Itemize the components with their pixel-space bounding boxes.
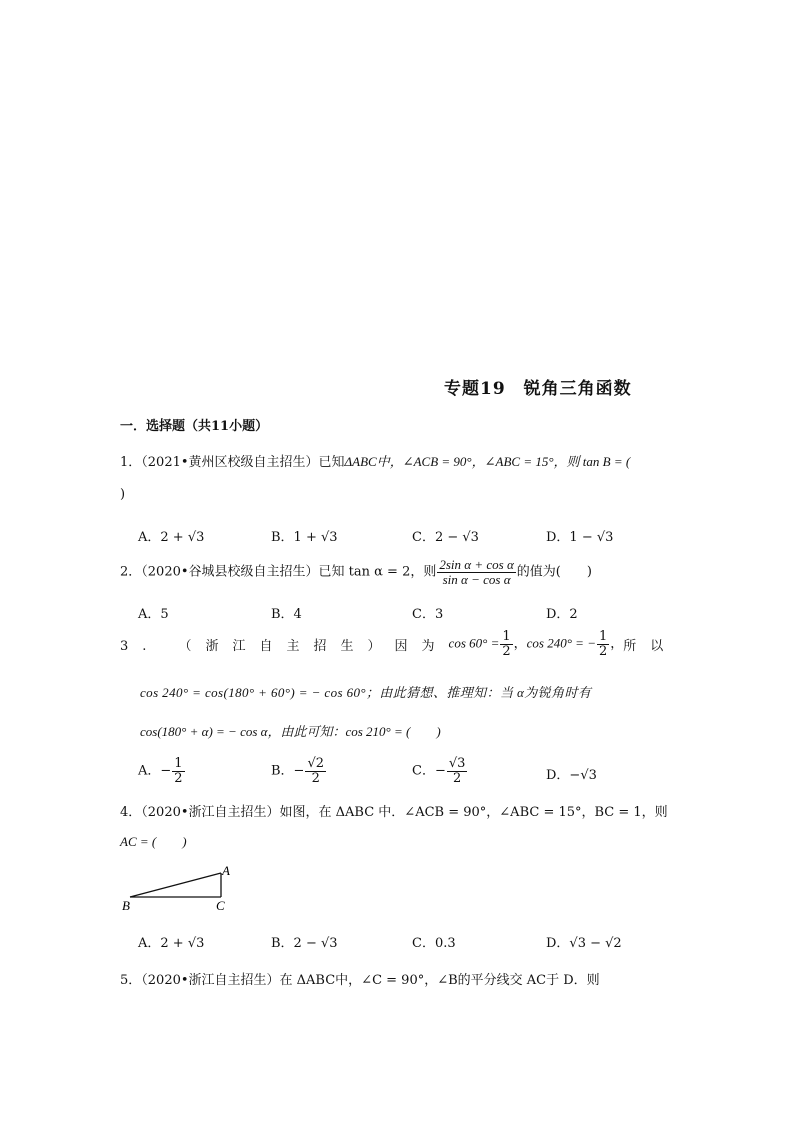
question-2-prefix: 2．（2020•谷城县校级自主招生）已知 tan α = 2，则: [120, 564, 437, 580]
question-5-line-1: 5．（2020•浙江自主招生）在 ΔABC中，∠C = 90°，∠B的平分线交 AC于 D．则: [120, 973, 600, 988]
question-3-half-den: 2: [502, 643, 511, 659]
question-3-option-c-label: C．−: [412, 763, 446, 779]
question-3-cos60-label: cos 60° =: [448, 635, 500, 651]
question-3-option-b[interactable]: [271, 757, 327, 785]
question-1-option-b[interactable]: B．1 + √3: [271, 530, 338, 545]
question-1-formula: ΔABC中，∠ACB = 90°，∠ABC = 15°，则 tan B = (: [344, 454, 631, 469]
question-3-option-c-num: √3: [448, 756, 466, 771]
question-3-option-a[interactable]: [138, 757, 186, 785]
question-4-line-2: AC = ( ): [120, 834, 187, 849]
question-3-option-b-fraction: [305, 757, 326, 785]
question-3-neg-half-den: 2: [598, 643, 608, 659]
triangle-side-ab: [130, 873, 221, 897]
question-3-option-a-num: 1: [174, 756, 183, 771]
question-4-option-c[interactable]: C．0.3: [412, 936, 456, 951]
question-3-cos60: cos 60° = $\frac{1}{2}$ ，: [448, 629, 527, 659]
question-3-option-c-fraction: [447, 757, 468, 785]
question-1-option-d[interactable]: D．1 − √3: [546, 530, 614, 545]
triangle-label-b: B: [122, 898, 130, 913]
question-2-option-a[interactable]: A．5: [138, 607, 169, 622]
question-1-stem: [120, 451, 630, 470]
question-3-line-1: [120, 629, 678, 659]
question-3-option-c[interactable]: [412, 757, 468, 785]
question-3-half-fraction: [500, 630, 512, 658]
question-2-option-d[interactable]: D．2: [546, 607, 578, 622]
question-1-close: ): [120, 487, 126, 502]
question-3-option-a-fraction: [172, 757, 184, 785]
question-3-cos240-label: cos 240° = −: [526, 635, 596, 651]
question-3-option-a-den: 2: [174, 770, 183, 786]
question-3-neg-half-num: 1: [598, 629, 608, 644]
question-3-line1-end: 所以: [623, 638, 678, 654]
question-2-option-c[interactable]: C．3: [412, 607, 444, 622]
triangle-label-c: C: [216, 898, 225, 913]
question-4-option-d[interactable]: D．√3 − √2: [546, 936, 622, 951]
question-4-option-a[interactable]: A．2 + √3: [138, 936, 205, 951]
question-3-cos240: cos 240° = − $\frac{1}{2}$ ，: [526, 629, 624, 659]
question-1-option-a[interactable]: A．2 + √3: [138, 530, 205, 545]
question-3-option-b-label: B．−: [271, 763, 305, 779]
question-4-option-b[interactable]: B．2 − √3: [271, 936, 338, 951]
question-3-option-d[interactable]: D．−√3: [546, 768, 597, 783]
question-1-option-c[interactable]: C．2 − √3: [412, 530, 479, 545]
question-3-option-b-den: 2: [311, 770, 320, 786]
question-4-line-1: 4．（2020•浙江自主招生）如图，在 ΔABC 中．∠ACB = 90°，∠ABC = 15°，BC = 1，则: [120, 805, 668, 820]
question-2-suffix: 的值为( ): [516, 564, 592, 580]
question-2-fraction-denominator: sin α − cos α: [442, 571, 511, 587]
question-3-line-3: cos(180° + α) = − cos α，由此可知：cos 210° = ( ): [140, 724, 441, 739]
question-3-half-num: 1: [502, 629, 511, 644]
question-3-option-a-label: A．−: [138, 763, 172, 779]
question-2-stem: [120, 558, 592, 586]
question-3-prefix: 3. （浙江自主招生）因为: [120, 638, 449, 654]
question-3-option-c-den: 2: [452, 770, 462, 786]
triangle-label-a: A: [222, 863, 230, 878]
question-2-fraction-numerator: 2sin α + cos α: [439, 557, 514, 572]
triangle-figure: [118, 860, 248, 914]
section-heading: 一．选择题（共11小题）: [120, 419, 269, 434]
page-title: 专题19 锐角三角函数: [444, 379, 632, 399]
question-3-line-2: cos 240° = cos(180° + 60°) = − cos 60°；由此猜想、推理知：当 α为锐角时有: [140, 685, 592, 700]
question-2-option-b[interactable]: B．4: [271, 607, 302, 622]
question-1-prefix: 1．（2021•黄州区校级自主招生）已知: [120, 455, 345, 470]
question-2-fraction: [437, 558, 515, 586]
question-3-option-b-num: √2: [307, 756, 325, 771]
question-3-neg-half-fraction: [597, 630, 609, 658]
